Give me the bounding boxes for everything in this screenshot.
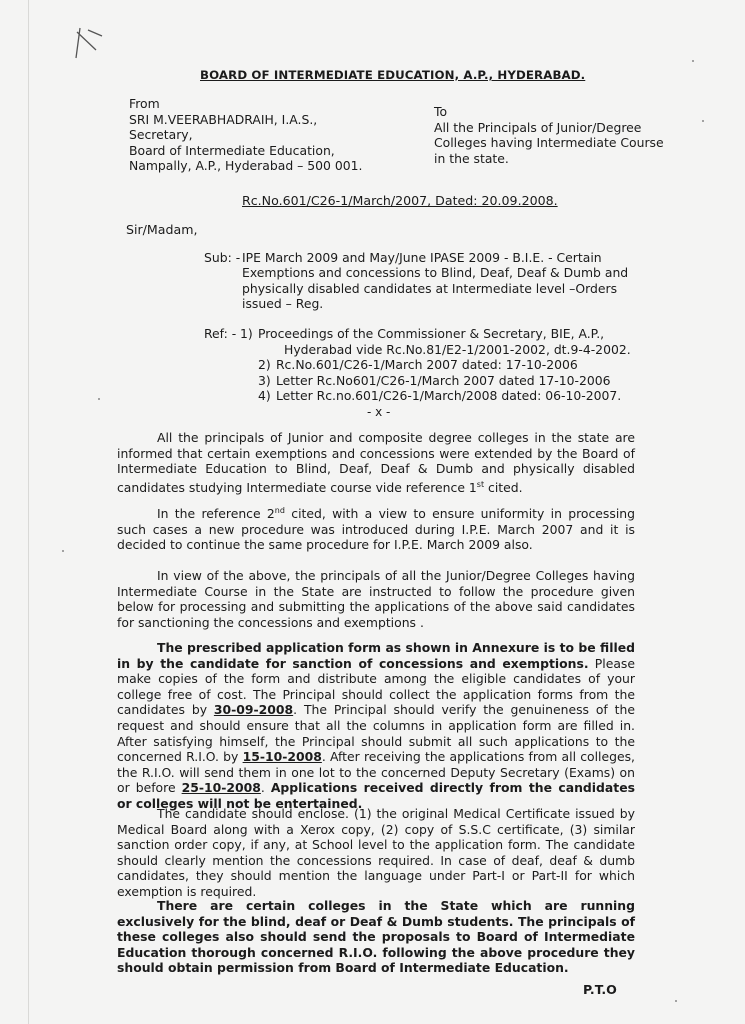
letterhead-title: BOARD OF INTERMEDIATE EDUCATION, A.P., HYDERABAD.	[200, 68, 586, 82]
superscript: nd	[274, 506, 285, 515]
reference-item	[240, 357, 640, 373]
paragraph-text: cited, with a view to ensure uniformity in processing such cases a new procedure was introduced during I.P.E. March 2007 and it is decided to continue the same procedure for I.P.E. March 2009 also.	[117, 506, 635, 553]
reference-text: Letter Rc.No601/C26-1/March 2007 dated 17-10-2006	[275, 372, 611, 388]
section-separator: - x -	[367, 405, 391, 419]
paragraph-text: In the reference 2	[157, 506, 275, 522]
paragraph-text: The candidate should enclose. (1) the original Medical Certificate issued by Medical Board along with a Xerox copy, (2) copy of S.S.C certificate, (3) similar sanction order copy, if any, at School level to the application form. The candidate should clearly mention the concessions required. In case of deaf, deaf & dumb candidates, they should mention the language under Part-I or Part-II for which exemption is required.	[117, 806, 635, 899]
scan-speck	[675, 1000, 677, 1002]
paragraph-text: . The Principal should verify the genuineness of the request and should ensure that all the columns in application form are filled in. After satisfying himself, the Principal should submit all such applications to the concerned R.I.O. by	[117, 702, 635, 765]
reference-item	[240, 373, 640, 389]
scan-speck	[62, 550, 64, 552]
reference-item	[240, 342, 640, 358]
paragraph-bold-text: There are certain colleges in the State which are running exclusively for the blind, deaf or Deaf & Dumb students. The principals of these colleges also should send the proposals to Board of Intermediate Education thorough concerned R.I.O. following the above procedure they should obtain permission from Board of Intermediate Education.	[117, 898, 635, 976]
reference-number-marker: 2)	[258, 357, 271, 373]
scan-speck	[702, 120, 704, 122]
scan-speck	[692, 60, 694, 62]
from-block	[129, 96, 362, 174]
to-label: To	[434, 104, 448, 119]
to-block	[434, 104, 664, 166]
scan-speck	[98, 398, 100, 400]
reference-number: Rc.No.601/C26-1/March/2007, Dated: 20.09.2008.	[242, 193, 558, 208]
subject-body: IPE March 2009 and May/June IPASE 2009 - B.I.E. - Certain Exemptions and concessions to Blind, Deaf, Deaf & Dumb and physically disabled candidates at Intermediate level –Orders issued – Reg.	[242, 250, 629, 312]
to-line: in the state.	[434, 150, 509, 166]
deadline-date: 30-09-2008	[213, 702, 294, 718]
deadline-date: 15-10-2008	[242, 749, 322, 765]
paragraph-text: In view of the above, the principals of all the Junior/Degree Colleges having Intermediate Course in the State are instructed to follow the procedure given below for processing and submitting the applications of the above said candidates for sanctioning the concessions and exemptions .	[117, 568, 635, 630]
paragraph-6	[117, 898, 635, 976]
reference-text: Hyderabad vide Rc.No.81/E2-1/2001-2002, dt.9-4-2002.	[284, 341, 631, 357]
subject-label: Sub: -	[204, 250, 241, 265]
paragraph-bold-text: Applications received directly from the candidates or colleges will not be entertained.	[117, 780, 635, 811]
paragraph-4	[117, 640, 635, 812]
paragraph-text: cited.	[484, 479, 523, 495]
reference-number-marker: 1)	[240, 326, 253, 341]
reference-number-marker: 4)	[258, 388, 271, 404]
paragraph-text: All the principals of Junior and composite degree colleges in the state are informed that certain exemptions and concessions were extended by the Board of Intermediate Education to Blind, Deaf, Deaf & Dumb and physically disabled candidates studying Intermediate course vide reference 1	[117, 430, 635, 495]
reference-item	[240, 388, 640, 404]
from-line: Secretary,	[129, 127, 193, 143]
from-line: SRI M.VEERABHADRAIH, I.A.S.,	[129, 111, 318, 127]
to-line: Colleges having Intermediate Course	[434, 135, 664, 151]
references-list	[240, 326, 640, 404]
paragraph-text: Please make copies of the form and distribute among the eligible candidates of your college free of cost. The Principal should collect the application forms from the candidates by	[117, 655, 635, 718]
subject-text	[242, 250, 646, 312]
reference-text: Rc.No.601/C26-1/March 2007 dated: 17-10-2006	[275, 357, 578, 373]
salutation: Sir/Madam,	[126, 222, 198, 237]
reference-number-marker: 3)	[258, 372, 271, 388]
scan-edge-line	[28, 0, 29, 1024]
paragraph-text: .	[260, 780, 271, 796]
page-turn-over: P.T.O	[583, 982, 617, 997]
paragraph-3	[117, 568, 635, 630]
reference-text: Proceedings of the Commissioner & Secretary, BIE, A.P.,	[257, 326, 605, 341]
paragraph-text: . After receiving the applications from all colleges, the R.I.O. will send them in one lot to the concerned Deputy Secretary (Exams) on or before	[117, 749, 635, 796]
reference-text: Letter Rc.no.601/C26-1/March/2008 dated: 06-10-2007.	[275, 388, 622, 404]
paragraph-bold-text: The prescribed application form as shown in Annexure is to be filled in by the candidate for sanction of concessions and exemptions.	[117, 640, 635, 671]
from-label: From	[129, 96, 160, 111]
reference-item	[240, 326, 640, 342]
paragraph-5	[117, 806, 635, 900]
to-line: All the Principals of Junior/Degree	[434, 119, 642, 135]
paragraph-1	[117, 430, 635, 496]
from-line: Board of Intermediate Education,	[129, 142, 335, 158]
paragraph-2	[117, 503, 635, 553]
references-label: Ref: -	[204, 326, 237, 341]
deadline-date: 25-10-2008	[181, 780, 261, 796]
scan-corner-mark	[68, 20, 118, 70]
superscript: st	[476, 479, 485, 489]
from-line: Nampally, A.P., Hyderabad – 500 001.	[129, 158, 363, 174]
